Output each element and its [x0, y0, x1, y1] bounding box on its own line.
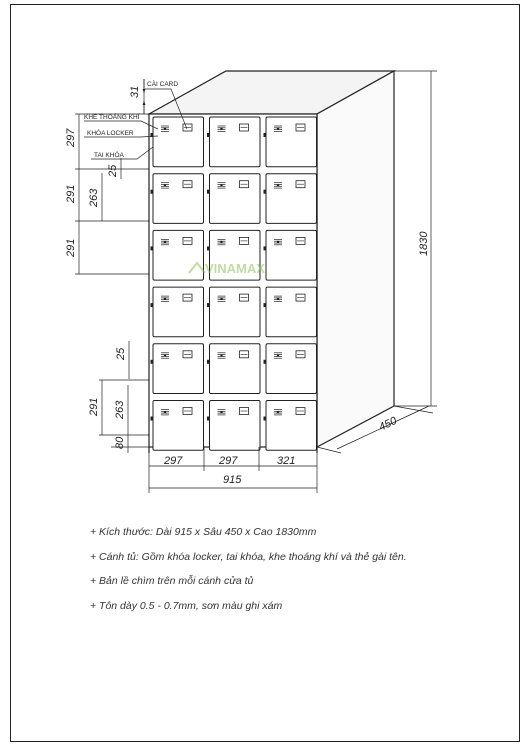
- lock-icon: [277, 298, 279, 300]
- dim-width-total: 915: [223, 474, 242, 486]
- locker-door: [151, 344, 204, 394]
- locker-door: [264, 344, 317, 394]
- dim-card-offset: 31: [129, 85, 141, 98]
- locker-door: [151, 174, 204, 224]
- label-lock: KHÓA LOCKER: [87, 130, 134, 137]
- lock-icon: [220, 354, 222, 356]
- lock-icon: [164, 184, 166, 186]
- handle-tab: [151, 417, 154, 421]
- locker-door: [151, 287, 204, 337]
- handle-tab: [207, 246, 210, 250]
- locker-door: [207, 117, 260, 167]
- door-panel: [153, 174, 204, 224]
- door-panel: [266, 174, 317, 224]
- dim-door-263-b: 263: [114, 400, 126, 419]
- door-panel: [266, 230, 317, 280]
- door-panel: [210, 401, 261, 451]
- dim-width-col2: 297: [219, 455, 238, 467]
- dim-door-263-a: 263: [88, 188, 100, 207]
- handle-tab: [151, 303, 154, 307]
- spec-item-hinge: + Bản lề chìm trên mỗi cánh cửa tủ: [90, 575, 254, 587]
- lock-icon: [277, 241, 279, 243]
- handle-tab: [207, 417, 210, 421]
- locker-door: [151, 230, 204, 280]
- locker-door: [264, 287, 317, 337]
- label-card-slot: CÀI CARD: [147, 81, 179, 88]
- spec-item-material: + Tôn dày 0.5 - 0.7mm, sơn màu ghi xám: [90, 599, 283, 612]
- door-panel: [153, 287, 204, 337]
- door-panel: [266, 401, 317, 451]
- handle-tab: [151, 360, 154, 364]
- locker-door: [207, 287, 260, 337]
- lock-icon: [277, 411, 279, 413]
- lock-icon: [220, 127, 222, 129]
- door-panel: [153, 117, 204, 167]
- label-vent: KHE THOÁNG KHÍ: [84, 114, 140, 121]
- door-panel: [266, 344, 317, 394]
- door-panel: [266, 287, 317, 337]
- lock-icon: [164, 127, 166, 129]
- locker-door: [264, 401, 317, 451]
- locker-door: [264, 174, 317, 224]
- locker-door: [207, 344, 260, 394]
- door-panel: [153, 344, 204, 394]
- handle-tab: [264, 360, 267, 364]
- dim-door-291-b: 291: [65, 238, 77, 257]
- drawing-sheet: [10, 4, 520, 742]
- door-panel: [210, 117, 261, 167]
- lock-icon: [164, 354, 166, 356]
- height-dimension: [394, 71, 437, 406]
- locker-door: [207, 174, 260, 224]
- handle-tab: [264, 190, 267, 194]
- lock-icon: [164, 411, 166, 413]
- handle-tab: [207, 190, 210, 194]
- dim-base-80: 80: [114, 436, 126, 449]
- lock-icon: [220, 411, 222, 413]
- locker-door: [151, 401, 204, 451]
- handle-tab: [151, 246, 154, 250]
- handle-tab: [151, 190, 154, 194]
- cabinet-side-face: [317, 71, 394, 447]
- lock-icon: [277, 184, 279, 186]
- dim-door-291-a: 291: [65, 184, 77, 203]
- door-panel: [266, 117, 317, 167]
- door-panel: [153, 401, 204, 451]
- dim-door-291-c: 291: [88, 397, 100, 416]
- watermark-text: VINAMAX: [205, 261, 265, 276]
- door-panel: [210, 344, 261, 394]
- dim-door-25-a: 25: [107, 164, 119, 177]
- handle-tab: [264, 303, 267, 307]
- dim-depth: 450: [377, 414, 399, 434]
- lock-icon: [220, 241, 222, 243]
- handle-tab: [207, 360, 210, 364]
- locker-technical-drawing: [11, 5, 521, 743]
- spec-list: [90, 525, 407, 623]
- locker-door: [264, 230, 317, 280]
- dim-width-col1: 297: [164, 455, 183, 467]
- lock-icon: [164, 241, 166, 243]
- label-handle: TAI KHÓA: [94, 152, 124, 159]
- lock-icon: [220, 298, 222, 300]
- locker-door: [207, 401, 260, 451]
- dim-height-total: 1830: [418, 231, 430, 256]
- spec-item-door: + Cánh tủ: Gồm khóa locker, tai khóa, khe thoáng khí và thẻ gài tên.: [90, 550, 407, 563]
- lock-icon: [164, 298, 166, 300]
- dim-top-door: 297: [65, 128, 77, 147]
- dim-width-col3: 321: [277, 455, 296, 467]
- locker-door: [151, 117, 204, 167]
- handle-tab: [207, 133, 210, 137]
- spec-item-size: + Kích thước: Dài 915 x Sâu 450 x Cao 1830mm: [90, 526, 317, 538]
- dim-gap-25: 25: [115, 347, 127, 360]
- door-panel: [153, 230, 204, 280]
- handle-tab: [264, 133, 267, 137]
- handle-tab: [207, 303, 210, 307]
- door-panel: [210, 174, 261, 224]
- lock-icon: [277, 127, 279, 129]
- handle-tab: [264, 246, 267, 250]
- handle-tab: [264, 417, 267, 421]
- locker-door: [264, 117, 317, 167]
- lock-icon: [277, 354, 279, 356]
- lock-icon: [220, 184, 222, 186]
- door-panel: [210, 287, 261, 337]
- width-dimensions: [149, 447, 317, 493]
